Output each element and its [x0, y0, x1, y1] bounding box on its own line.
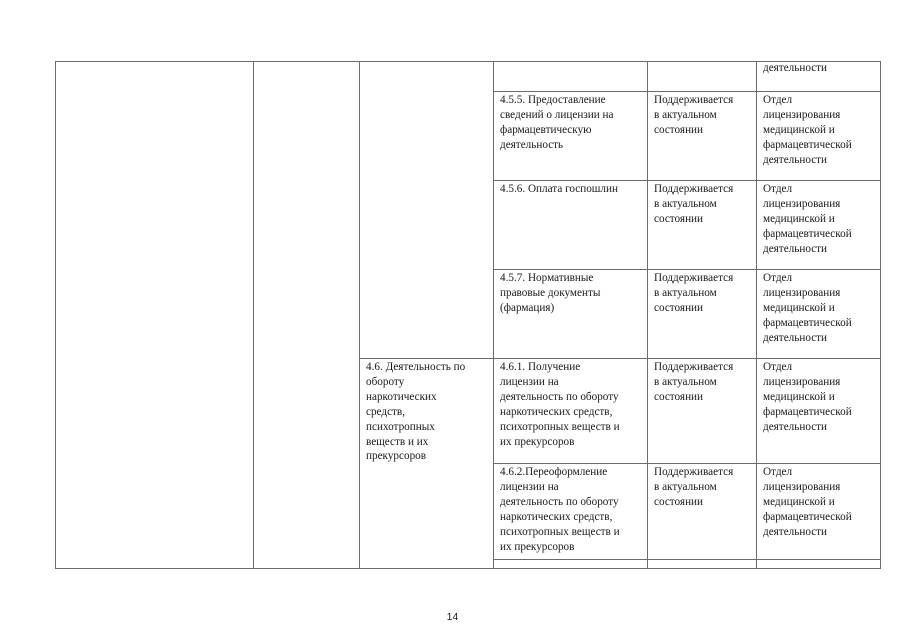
table-cell-service: 4.6.2.Переоформление лицензии на деятельность по обороту наркотических средств, психотропных веществ и их прекурсоров: [494, 464, 648, 560]
table-cell-empty: [648, 560, 757, 569]
services-table: [55, 61, 881, 569]
table-cell-section: 4.6. Деятельность по обороту наркотических средств, психотропных веществ и их прекурсоров: [360, 359, 494, 569]
table-cell-status: Поддерживается в актуальном состоянии: [648, 181, 757, 270]
table-cell-status: [648, 62, 757, 92]
table-cell-status: Поддерживается в актуальном состоянии: [648, 359, 757, 464]
table-cell-col1: [56, 62, 254, 569]
table-cell-service: 4.5.5. Предоставление сведений о лицензии на фармацевтическую деятельность: [494, 92, 648, 181]
table-cell-service: [494, 62, 648, 92]
table-cell-empty: [494, 560, 648, 569]
table-cell-status: Поддерживается в актуальном состоянии: [648, 464, 757, 560]
table-cell-department: Отдел лицензирования медицинской и фармацевтической деятельности: [757, 359, 881, 464]
table-cell-status: Поддерживается в актуальном состоянии: [648, 270, 757, 359]
page-number: 14: [446, 611, 459, 623]
table-cell-empty: [757, 560, 881, 569]
table-cell-department: Отдел лицензирования медицинской и фармацевтической деятельности: [757, 92, 881, 181]
table-row-continued: [56, 62, 881, 92]
table-cell-department: Отдел лицензирования медицинской и фармацевтической деятельности: [757, 464, 881, 560]
table-cell-department: Отдел лицензирования медицинской и фармацевтической деятельности: [757, 181, 881, 270]
table-cell-department: деятельности: [757, 62, 881, 92]
table-cell-department: Отдел лицензирования медицинской и фармацевтической деятельности: [757, 270, 881, 359]
table-cell-service: 4.5.6. Оплата госпошлин: [494, 181, 648, 270]
table-cell-service: 4.6.1. Получение лицензии на деятельность по обороту наркотических средств, психотропных веществ и их прекурсоров: [494, 359, 648, 464]
table-cell-status: Поддерживается в актуальном состоянии: [648, 92, 757, 181]
table-cell-col2: [254, 62, 360, 569]
table-cell-section-4-5: [360, 62, 494, 359]
table-cell-service: 4.5.7. Нормативные правовые документы (фармация): [494, 270, 648, 359]
